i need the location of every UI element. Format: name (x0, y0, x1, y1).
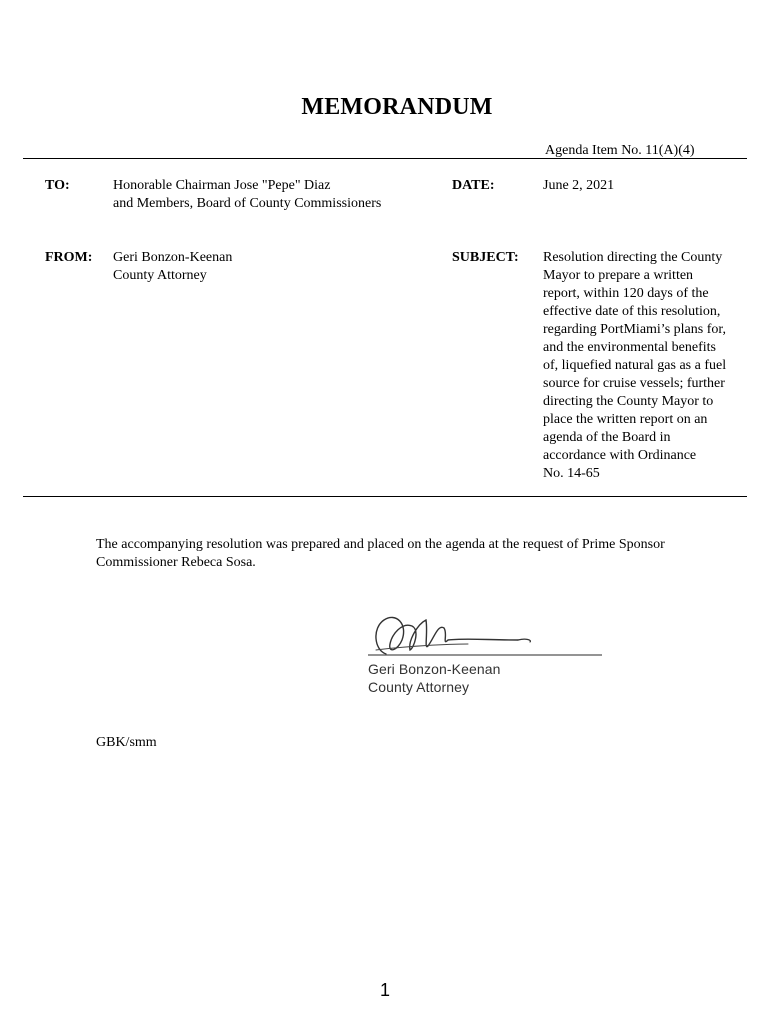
page-number: 1 (379, 980, 390, 1000)
from-sender (113, 249, 232, 285)
signatory-title: County Attorney (368, 679, 470, 695)
date-value: June 2, 2021 (543, 178, 615, 193)
subject-line: place the written report on an (543, 412, 708, 427)
subject-label: SUBJECT: (452, 250, 519, 265)
subject-line: agenda of the Board in (543, 430, 671, 445)
typist-initials: GBK/smm (96, 735, 157, 750)
body-line: Commissioner Rebeca Sosa. (96, 555, 256, 570)
subject-text (543, 249, 758, 483)
page-title: MEMORANDUM (301, 94, 493, 120)
from-line: County Attorney (113, 268, 207, 283)
date-label: DATE: (452, 178, 495, 193)
subject-line: No. 14-65 (543, 466, 600, 481)
subject-line: effective date of this resolution, (543, 304, 721, 319)
subject-line: and the environmental benefits (543, 340, 716, 355)
subject-line: regarding PortMiami’s plans for, (543, 322, 726, 337)
top-divider (23, 158, 747, 159)
signatory-name: Geri Bonzon-Keenan (368, 661, 501, 677)
to-recipient (113, 177, 381, 213)
body-line: The accompanying resolution was prepared and placed on the agenda at the request of Prime Sponsor (96, 537, 665, 552)
to-line: and Members, Board of County Commissioners (113, 196, 382, 211)
to-line: Honorable Chairman Jose "Pepe" Diaz (113, 178, 331, 193)
subject-line: of, liquefied natural gas as a fuel (543, 358, 727, 373)
bottom-divider (23, 496, 747, 497)
subject-line: report, within 120 days of the (543, 286, 709, 301)
subject-line: accordance with Ordinance (543, 448, 697, 463)
from-label: FROM: (45, 250, 93, 265)
signature-block (368, 660, 501, 696)
from-line: Geri Bonzon-Keenan (113, 250, 233, 265)
handwritten-signature (368, 610, 608, 662)
subject-line: source for cruise vessels; further (543, 376, 725, 391)
subject-line: Mayor to prepare a written (543, 268, 694, 283)
to-label: TO: (45, 178, 70, 193)
subject-line: Resolution directing the County (543, 250, 723, 265)
agenda-item-number: Agenda Item No. 11(A)(4) (545, 143, 695, 158)
subject-line: directing the County Mayor to (543, 394, 714, 409)
body-paragraph (96, 536, 736, 572)
